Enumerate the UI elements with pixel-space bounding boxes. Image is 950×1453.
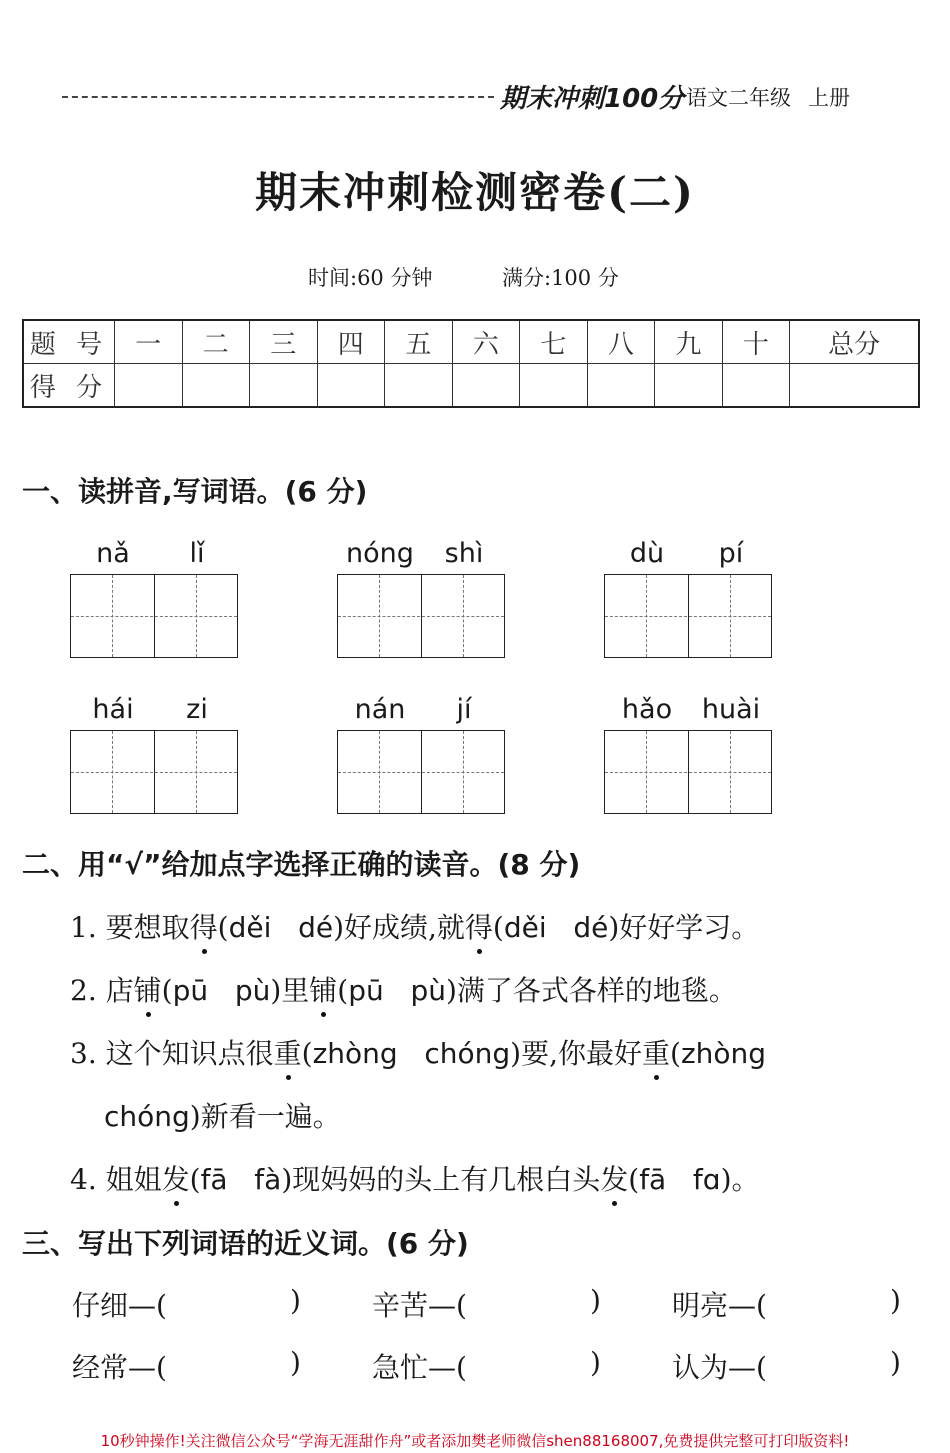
page-title: 期末冲刺检测密卷(二)	[255, 168, 695, 217]
dotted-char: 铺	[134, 969, 162, 1009]
score-cell[interactable]	[182, 364, 250, 408]
writing-box[interactable]	[604, 730, 772, 814]
col-9: 九	[655, 320, 723, 364]
score-cell[interactable]	[115, 364, 183, 408]
section1-heading: 一、读拼音,写词语。(6 分)	[22, 475, 368, 508]
option-pinyin[interactable]: zhòng	[680, 1037, 767, 1070]
full-score: 满分:100 分	[502, 266, 619, 290]
option-pinyin[interactable]: chóng	[104, 1100, 190, 1133]
score-cell[interactable]	[722, 364, 790, 408]
row-label-question: 题 号	[23, 320, 115, 364]
col-3: 三	[250, 320, 318, 364]
pinyin: pí	[718, 538, 744, 569]
option-pinyin[interactable]: pù	[410, 974, 446, 1007]
question-1: 1. 要想取得(děi dé)好成绩,就得(děi dé)好好学习。	[70, 906, 759, 946]
score-cell[interactable]	[587, 364, 655, 408]
pinyin: hǎo	[621, 694, 673, 725]
score-cell[interactable]	[655, 364, 723, 408]
pinyin: jí	[456, 694, 472, 725]
pinyin: nán	[354, 694, 406, 725]
synonym-close: )	[290, 1284, 301, 1317]
dotted-char: 得	[465, 906, 493, 946]
header-dashed-line	[62, 96, 494, 98]
col-total: 总分	[790, 320, 919, 364]
synonym-close: )	[590, 1346, 601, 1379]
option-pinyin[interactable]: děi	[228, 911, 272, 944]
col-7: 七	[520, 320, 588, 364]
option-pinyin[interactable]: pū	[348, 974, 384, 1007]
pinyin: shì	[444, 538, 484, 569]
dotted-char: 重	[274, 1032, 302, 1072]
option-pinyin[interactable]: fɑ	[692, 1163, 721, 1196]
option-pinyin[interactable]: dé	[298, 911, 334, 944]
score-cell[interactable]	[520, 364, 588, 408]
col-10: 十	[722, 320, 790, 364]
writing-box[interactable]	[70, 574, 238, 658]
score-cell[interactable]	[317, 364, 385, 408]
dotted-char: 重	[642, 1032, 670, 1072]
option-pinyin[interactable]: pū	[172, 974, 209, 1007]
option-pinyin[interactable]: dé	[573, 911, 609, 944]
dotted-char: 发	[600, 1158, 628, 1198]
dotted-char: 铺	[309, 969, 337, 1009]
col-2: 二	[182, 320, 250, 364]
score-table-score-row	[23, 364, 919, 408]
question-2: 2. 店铺(pū pù)里铺(pū pù)满了各式各样的地毯。	[70, 969, 737, 1009]
option-pinyin[interactable]: chóng	[424, 1037, 511, 1070]
col-5: 五	[385, 320, 453, 364]
col-4: 四	[317, 320, 385, 364]
section3-heading: 三、写出下列词语的近义词。(6 分)	[22, 1227, 469, 1260]
writing-box[interactable]	[70, 730, 238, 814]
dotted-char: 得	[190, 906, 218, 946]
question-3-continued: chóng)新看一遍。	[104, 1100, 341, 1133]
row-label-score: 得 分	[23, 364, 115, 408]
score-table	[22, 319, 920, 408]
writing-box[interactable]	[337, 574, 505, 658]
question-3: 3. 这个知识点很重(zhòng chóng)要,你最好重(zhòng	[70, 1032, 766, 1072]
score-cell[interactable]	[385, 364, 453, 408]
subject-label: 语文二年级	[686, 86, 791, 110]
pinyin: huài	[701, 694, 761, 725]
writing-box[interactable]	[604, 574, 772, 658]
synonym-close: )	[590, 1284, 601, 1317]
synonym-item: 明亮—(	[672, 1289, 767, 1322]
option-pinyin[interactable]: fā	[200, 1163, 228, 1196]
pinyin: nǎ	[96, 538, 130, 569]
synonym-close: )	[290, 1346, 301, 1379]
col-8: 八	[587, 320, 655, 364]
option-pinyin[interactable]: děi	[503, 911, 547, 944]
synonym-item: 认为—(	[672, 1351, 767, 1384]
time-limit: 时间:60 分钟	[308, 266, 433, 290]
pinyin: nóng	[346, 538, 414, 569]
option-pinyin[interactable]: fà	[254, 1163, 282, 1196]
writing-box[interactable]	[337, 730, 505, 814]
footer-notice: 10秒钟操作!关注微信公众号“学海无涯甜作舟”或者添加樊老师微信shen88168007,免费提供完整可打印版资料!	[100, 1432, 850, 1450]
option-pinyin[interactable]: zhòng	[312, 1037, 398, 1070]
synonym-item: 仔细—(	[72, 1289, 167, 1322]
synonym-close: )	[890, 1284, 901, 1317]
pinyin: zi	[186, 694, 208, 725]
score-cell[interactable]	[790, 364, 919, 408]
synonym-item: 辛苦—(	[372, 1289, 467, 1322]
score-table-header-row	[23, 320, 919, 364]
section2-heading: 二、用“√”给加点字选择正确的读音。(8 分)	[22, 848, 581, 881]
option-pinyin[interactable]: pù	[234, 974, 271, 1007]
synonym-close: )	[890, 1346, 901, 1379]
brand-title: 期末冲刺100分	[500, 84, 685, 114]
col-1: 一	[115, 320, 183, 364]
dotted-char: 发	[162, 1158, 190, 1198]
volume-label: 上册	[808, 86, 850, 110]
score-cell[interactable]	[250, 364, 318, 408]
question-4: 4. 姐姐发(fā fà)现妈妈的头上有几根白头发(fā fɑ)。	[70, 1158, 760, 1198]
pinyin: lǐ	[189, 538, 205, 569]
synonym-item: 急忙—(	[372, 1351, 467, 1384]
col-6: 六	[452, 320, 520, 364]
synonym-item: 经常—(	[72, 1351, 167, 1384]
pinyin: hái	[92, 694, 134, 725]
score-cell[interactable]	[452, 364, 520, 408]
pinyin: dù	[629, 538, 665, 569]
option-pinyin[interactable]: fā	[639, 1163, 667, 1196]
